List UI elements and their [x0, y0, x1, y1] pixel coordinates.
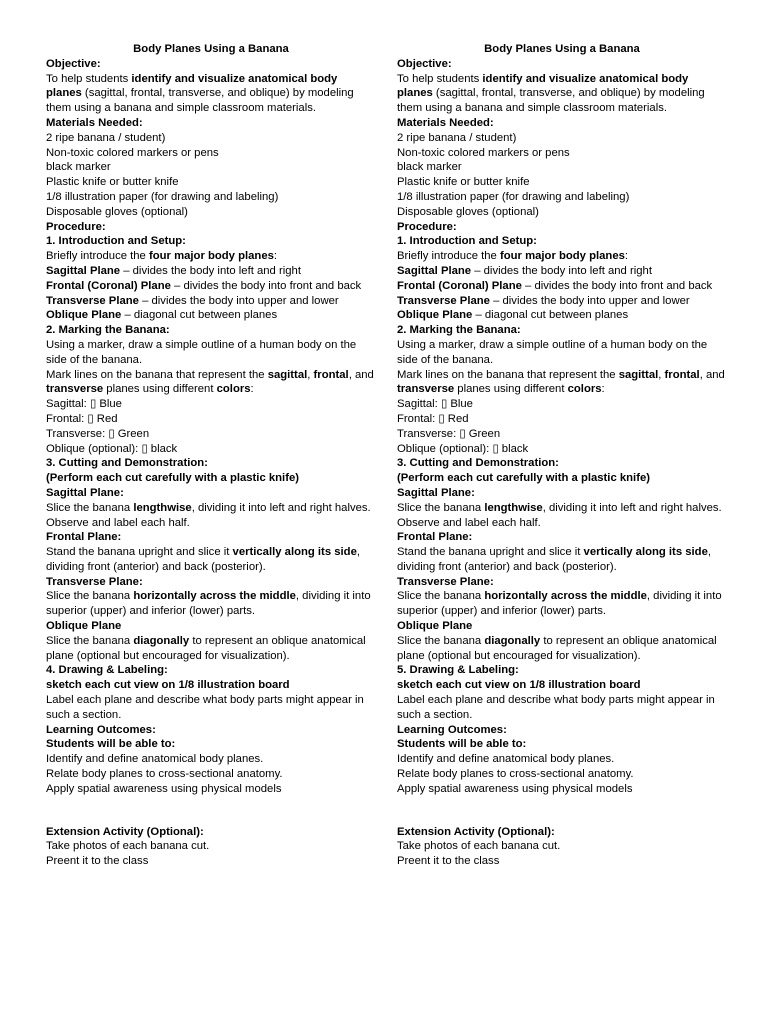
sketch-instruction: sketch each cut view on 1/8 illustration board	[397, 679, 641, 692]
sagittal-heading: Sagittal Plane:	[397, 486, 475, 499]
step2-marking-seg: sagittal	[267, 368, 308, 381]
plane-definition	[397, 279, 727, 294]
materials-heading: Materials Needed:	[397, 116, 494, 129]
transverse-text-seg: Slice the banana	[397, 590, 485, 603]
sagittal-text-seg: lengthwise	[133, 501, 192, 514]
frontal-heading: Frontal Plane:	[46, 531, 122, 544]
step3-subheading: (Perform each cut carefully with a plastic knife)	[397, 472, 650, 485]
objective-text-seg: identify and visualize anatomical body planes	[397, 72, 689, 100]
materials-item: black marker	[397, 161, 462, 174]
sagittal-heading: Sagittal Plane:	[46, 486, 124, 499]
objective-text	[397, 72, 727, 116]
sagittal-text-seg: Slice the banana	[46, 501, 134, 514]
sagittal-text-seg: lengthwise	[484, 501, 543, 514]
step1-intro-seg: Briefly introduce the	[46, 250, 149, 263]
objective-heading: Objective:	[397, 57, 452, 70]
plane-definition-seg: Frontal (Coronal) Plane	[46, 279, 171, 292]
plane-definition-seg: Transverse Plane	[397, 294, 490, 307]
plane-definition	[397, 308, 727, 323]
frontal-text	[397, 545, 727, 575]
color-item: Oblique (optional): ▯ black	[46, 442, 178, 455]
plane-definition-seg: – divides the body into left and right	[120, 264, 301, 277]
frontal-text-seg: , dividing front (anterior) and back (posterior).	[397, 546, 711, 573]
extension-item: Preent it to the class	[46, 855, 149, 868]
step2-heading: 2. Marking the Banana:	[397, 324, 521, 337]
plane-definition-seg: – divides the body into upper and lower	[138, 294, 339, 307]
objective-text-seg: (sagittal, frontal, transverse, and oblique) by modeling them using a banana and simple classroom materials.	[46, 87, 354, 115]
right-column	[397, 42, 727, 869]
materials-item: Disposable gloves (optional)	[46, 205, 188, 218]
extension-item: Take photos of each banana cut.	[46, 840, 210, 853]
transverse-text-seg: horizontally across the middle	[484, 590, 647, 603]
plane-definition-seg: – divides the body into upper and lower	[489, 294, 690, 307]
frontal-text-seg: Stand the banana upright and slice it	[397, 546, 584, 559]
step2-marking-seg: transverse	[397, 383, 455, 396]
step2-marking-seg: , and	[699, 368, 725, 381]
step1-intro-seg: :	[273, 250, 278, 263]
outcomes-heading: Learning Outcomes:	[46, 723, 156, 736]
sagittal-text	[397, 501, 727, 516]
plane-definition-seg: Oblique Plane	[46, 309, 122, 322]
label-instruction: Label each plane and describe what body parts might appear in such a section.	[397, 694, 715, 721]
step2-marking-seg: colors	[567, 383, 602, 396]
frontal-text-seg: Stand the banana upright and slice it	[46, 546, 233, 559]
step3-subheading: (Perform each cut carefully with a plastic knife)	[46, 472, 299, 485]
extension-heading: Extension Activity (Optional):	[46, 825, 204, 838]
drawing-heading: 4. Drawing & Labeling:	[46, 664, 168, 677]
outcome-item: Relate body planes to cross-sectional anatomy.	[46, 768, 283, 781]
color-item: Frontal: ▯ Red	[397, 412, 469, 425]
procedure-heading: Procedure:	[397, 220, 457, 233]
step1-heading: 1. Introduction and Setup:	[46, 235, 186, 248]
plane-definition	[46, 294, 376, 309]
plane-definition-seg: – divides the body into front and back	[521, 279, 713, 292]
materials-item: Non-toxic colored markers or pens	[46, 146, 219, 159]
step2-marking	[46, 368, 376, 398]
step2-marking-seg: frontal	[664, 368, 700, 381]
color-item: Sagittal: ▯ Blue	[46, 398, 122, 411]
objective-text-seg: identify and visualize anatomical body planes	[46, 72, 338, 100]
materials-item: Plastic knife or butter knife	[397, 176, 530, 189]
materials-item: 1/8 illustration paper (for drawing and labeling)	[46, 190, 279, 203]
sagittal-observe: Observe and label each half.	[397, 516, 541, 529]
step1-intro	[46, 249, 376, 264]
color-item: Oblique (optional): ▯ black	[397, 442, 529, 455]
step2-marking-seg: frontal	[313, 368, 349, 381]
plane-definition	[46, 264, 376, 279]
materials-item: 2 ripe banana / student)	[46, 131, 166, 144]
drawing-heading: 5. Drawing & Labeling:	[397, 664, 519, 677]
plane-definition-seg: Transverse Plane	[46, 294, 139, 307]
step1-intro-seg: :	[624, 250, 629, 263]
oblique-text-seg: Slice the banana	[397, 634, 485, 647]
frontal-text	[46, 545, 376, 575]
transverse-heading: Transverse Plane:	[397, 575, 494, 588]
sagittal-text	[46, 501, 376, 516]
left-column	[46, 42, 376, 869]
step2-marking	[397, 368, 727, 398]
transverse-text-seg: , dividing it into superior (upper) and inferior (lower) parts.	[397, 590, 722, 618]
outcomes-subheading: Students will be able to:	[397, 738, 527, 751]
extension-heading: Extension Activity (Optional):	[397, 825, 555, 838]
oblique-text-seg: to represent an oblique anatomical plane (optional but encouraged for visualization).	[46, 634, 366, 662]
materials-item: Non-toxic colored markers or pens	[397, 146, 570, 159]
sketch-instruction: sketch each cut view on 1/8 illustration board	[46, 679, 290, 692]
step1-intro	[397, 249, 727, 264]
step2-marking-seg: Mark lines on the banana that represent the	[397, 368, 619, 381]
plane-definition	[397, 294, 727, 309]
transverse-text-seg: , dividing it into superior (upper) and inferior (lower) parts.	[46, 590, 371, 618]
section-spacer	[397, 797, 727, 825]
step1-heading: 1. Introduction and Setup:	[397, 235, 537, 248]
materials-item: 2 ripe banana / student)	[397, 131, 517, 144]
outcome-item: Relate body planes to cross-sectional anatomy.	[397, 768, 634, 781]
materials-item: Plastic knife or butter knife	[46, 176, 179, 189]
transverse-heading: Transverse Plane:	[46, 575, 143, 588]
step2-marking-seg: planes using different	[454, 383, 568, 396]
oblique-heading: Oblique Plane	[46, 620, 122, 633]
plane-definition-seg: – diagonal cut between planes	[121, 309, 278, 322]
step2-marking-seg: Mark lines on the banana that represent the	[46, 368, 268, 381]
plane-definition-seg: – diagonal cut between planes	[472, 309, 629, 322]
step1-intro-seg: four major body planes	[499, 250, 625, 263]
sagittal-text-seg: , dividing it into left and right halves.	[542, 501, 722, 514]
plane-definition	[397, 264, 727, 279]
oblique-text	[397, 634, 727, 664]
step2-marking-seg: transverse	[46, 383, 104, 396]
outcome-item: Apply spatial awareness using physical models	[46, 782, 282, 795]
materials-item: 1/8 illustration paper (for drawing and labeling)	[397, 190, 630, 203]
color-item: Transverse: ▯ Green	[46, 427, 150, 440]
outcome-item: Apply spatial awareness using physical models	[397, 782, 633, 795]
step2-marking-seg: colors	[216, 383, 251, 396]
objective-heading: Objective:	[46, 57, 101, 70]
step2-marking-seg: :	[601, 383, 605, 396]
step2-marking-seg: ,	[307, 368, 314, 381]
color-item: Frontal: ▯ Red	[46, 412, 118, 425]
extension-item: Take photos of each banana cut.	[397, 840, 561, 853]
plane-definition-seg: Sagittal Plane	[397, 264, 472, 277]
step2-heading: 2. Marking the Banana:	[46, 324, 170, 337]
materials-item: black marker	[46, 161, 111, 174]
frontal-text-seg: , dividing front (anterior) and back (posterior).	[46, 546, 360, 573]
oblique-text	[46, 634, 376, 664]
step2-marking-seg: ,	[658, 368, 665, 381]
procedure-heading: Procedure:	[46, 220, 106, 233]
objective-text-seg: To help students	[46, 72, 132, 85]
transverse-text	[397, 589, 727, 619]
transverse-text-seg: horizontally across the middle	[133, 590, 296, 603]
step2-text: Using a marker, draw a simple outline of a human body on the side of the banana.	[397, 338, 708, 366]
transverse-text	[46, 589, 376, 619]
oblique-text-seg: Slice the banana	[46, 634, 134, 647]
frontal-text-seg: vertically along its side	[583, 546, 708, 559]
objective-text-seg: (sagittal, frontal, transverse, and oblique) by modeling them using a banana and simple classroom materials.	[397, 87, 705, 115]
section-spacer	[46, 797, 376, 825]
document-title: Body Planes Using a Banana	[484, 43, 640, 55]
document-title: Body Planes Using a Banana	[133, 43, 289, 55]
oblique-text-seg: to represent an oblique anatomical plane (optional but encouraged for visualization).	[397, 634, 717, 662]
step2-marking-seg: :	[250, 383, 254, 396]
step2-text: Using a marker, draw a simple outline of a human body on the side of the banana.	[46, 338, 357, 366]
sagittal-text-seg: Slice the banana	[397, 501, 485, 514]
label-instruction: Label each plane and describe what body parts might appear in such a section.	[46, 694, 364, 721]
step2-marking-seg: sagittal	[618, 368, 659, 381]
outcome-item: Identify and define anatomical body planes.	[46, 753, 264, 766]
plane-definition-seg: – divides the body into left and right	[471, 264, 652, 277]
step2-marking-seg: , and	[348, 368, 374, 381]
step1-intro-seg: four major body planes	[148, 250, 274, 263]
plane-definition-seg: Sagittal Plane	[46, 264, 121, 277]
oblique-heading: Oblique Plane	[397, 620, 473, 633]
plane-definition-seg: – divides the body into front and back	[170, 279, 362, 292]
materials-item: Disposable gloves (optional)	[397, 205, 539, 218]
plane-definition	[46, 279, 376, 294]
oblique-text-seg: diagonally	[133, 634, 190, 647]
oblique-text-seg: diagonally	[484, 634, 541, 647]
step1-intro-seg: Briefly introduce the	[397, 250, 500, 263]
sagittal-text-seg: , dividing it into left and right halves.	[191, 501, 371, 514]
transverse-text-seg: Slice the banana	[46, 590, 134, 603]
frontal-heading: Frontal Plane:	[397, 531, 473, 544]
step3-heading: 3. Cutting and Demonstration:	[397, 457, 559, 470]
outcomes-heading: Learning Outcomes:	[397, 723, 507, 736]
objective-text	[46, 72, 376, 116]
objective-text-seg: To help students	[397, 72, 483, 85]
extension-item: Preent it to the class	[397, 855, 500, 868]
plane-definition-seg: Oblique Plane	[397, 309, 473, 322]
step2-marking-seg: planes using different	[103, 383, 217, 396]
materials-heading: Materials Needed:	[46, 116, 143, 129]
outcomes-subheading: Students will be able to:	[46, 738, 176, 751]
frontal-text-seg: vertically along its side	[232, 546, 357, 559]
sagittal-observe: Observe and label each half.	[46, 516, 190, 529]
outcome-item: Identify and define anatomical body planes.	[397, 753, 615, 766]
color-item: Transverse: ▯ Green	[397, 427, 501, 440]
plane-definition	[46, 308, 376, 323]
color-item: Sagittal: ▯ Blue	[397, 398, 473, 411]
step3-heading: 3. Cutting and Demonstration:	[46, 457, 208, 470]
plane-definition-seg: Frontal (Coronal) Plane	[397, 279, 522, 292]
